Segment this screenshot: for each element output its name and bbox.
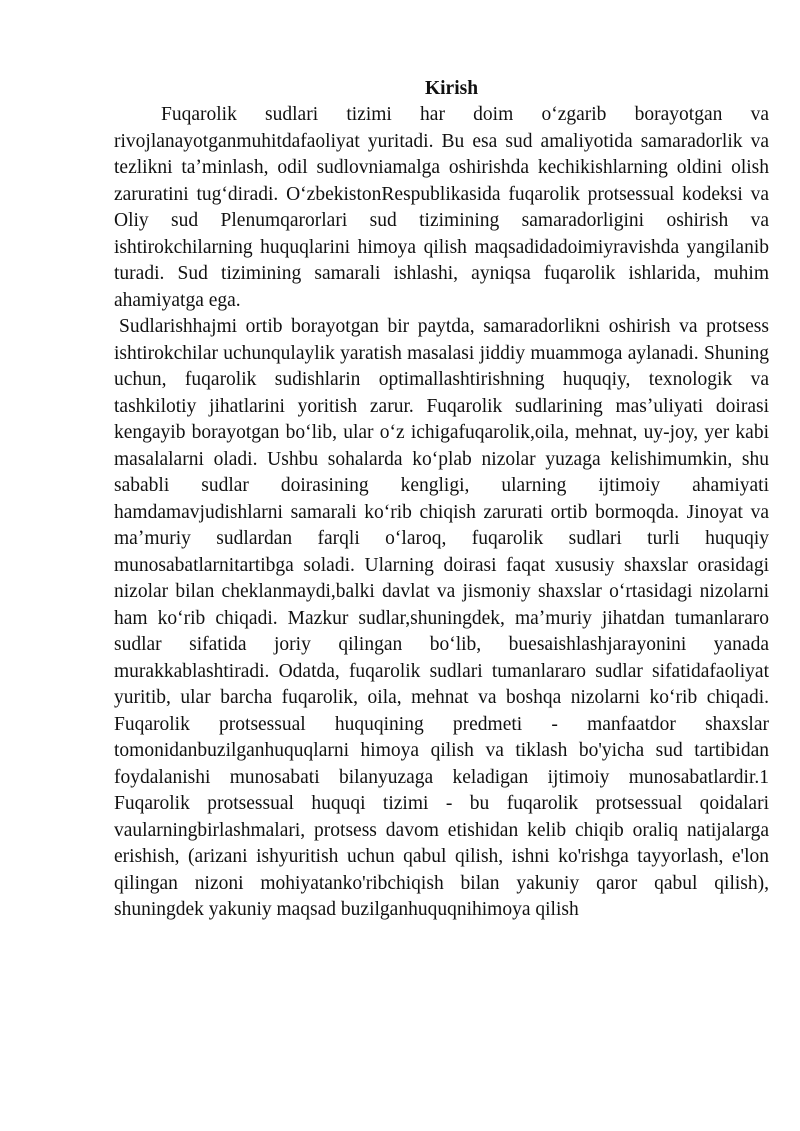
document-page: [114, 76, 769, 924]
page-title: Kirish: [424, 78, 479, 99]
paragraph-body: Sudlarishhajmi ortib borayotgan bir paytda, samaradorlikni oshirish va protsess ishtirokchilar uchunqulaylik yaratish masalasi jiddiy muammoga aylanadi. Shuning uchun, fuqarolik sudishlarin optimallashtirishning huquqiy, texnologik va tashkilotiy jihatlarini yoritish zarur. Fuqarolik sudlarining masʼuliyati doirasi kengayib borayotgan boʻlib, ular oʻz ichigafuqarolik,oila, mehnat, uy-joy, yer kabi masalalarni oladi. Ushbu sohalarda koʻplab nizolar yuzaga kelishimumkin, shu sababli sudlar doirasining kengligi, ularning ijtimoiy ahamiyati hamdamavjudishlarni samarali koʻrib chiqish zarurati ortib bormoqda. Jinoyat va maʼmuriy sudlardan farqli oʻlaroq, fuqarolik sudlari turli huquqiy munosabatlarnitartibga soladi. Ularning doirasi faqat xususiy shaxslar orasidagi nizolar bilan cheklanmaydi,balki davlat va jismoniy shaxslar oʻrtasidagi nizolarni ham koʻrib chiqadi. Mazkur sudlar,shuningdek, maʼmuriy jihatdan tumanlararo sudlar sifatida joriy qilingan boʻlib, buesaishlashjarayonini yanada murakkablashtiradi. Odatda, fuqarolik sudlari tumanlararo sudlar sifatidafaoliyat yuritib, ular barcha fuqarolik, oila, mehnat va boshqa nizolarni koʻrib chiqadi. Fuqarolik protsessual huquqining predmeti - manfaatdor shaxslar tomonidanbuzilganhuquqlarni himoya qilish va tiklash bo'yicha sud tartibidan foydalanishi munosabati bilanyuzaga keladigan ijtimoiy munosabatlardir.1 Fuqarolik protsessual huquqi tizimi - bu fuqarolik protsessual qoidalari vaularningbirlashmalari, protsess davom etishidan kelib chiqib oraliq natijalarga erishish, (arizani ishyuritish uchun qabul qilish, ishni ko'rishga tayyorlash, e'lon qilingan nizoni mohiyatanko'ribchiqish bilan yakuniy qaror qabul qilish), shuningdek yakuniy maqsad buzilganhuquqnihimoya qilish: [114, 316, 769, 920]
paragraph-intro: Fuqarolik sudlari tizimi har doim oʻzgarib borayotgan va rivojlanayotganmuhitdafaoliyat yuritadi. Bu esa sud amaliyotida samaradorlik va tezlikni taʼminlash, odil sudlovniamalga oshirishda kechikishlarning oldini olish zaruratini tugʻdiradi. OʻzbekistonRespublikasida fuqarolik protsessual kodeksi va Oliy sud Plenumqarorlari sud tizimining samaradorligini oshirish va ishtirokchilarning huquqlarini himoya qilish maqsadidadoimiyravishda yangilanib turadi. Sud tizimining samarali ishlashi, ayniqsa fuqarolik ishlarida, muhim ahamiyatga ega.: [114, 104, 769, 311]
